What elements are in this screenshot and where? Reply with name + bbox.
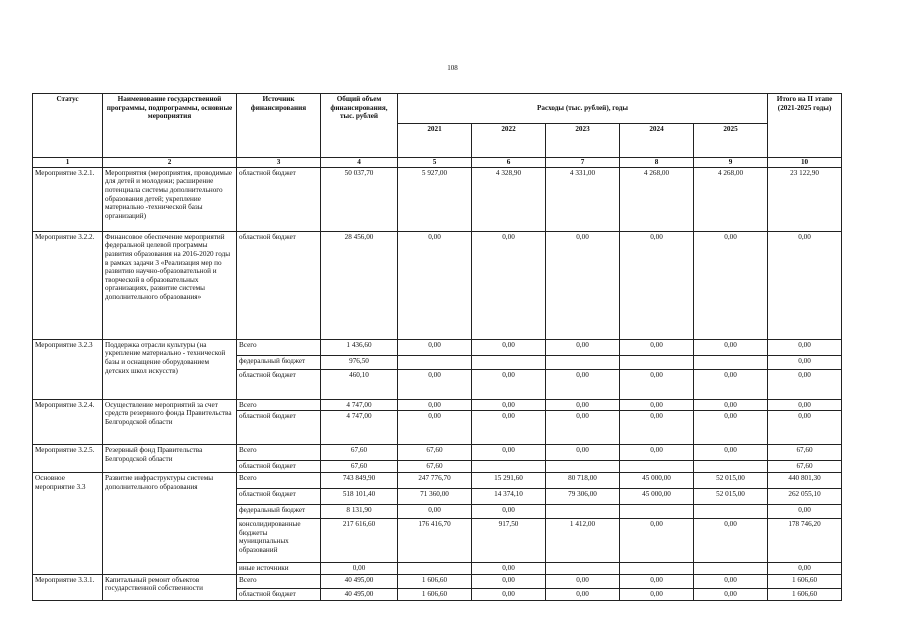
value-y2023 — [546, 355, 620, 369]
value-y2024 — [620, 504, 694, 518]
row-status: Основное мероприятие 3.3 — [33, 472, 103, 574]
value-total: 0,00 — [321, 562, 398, 574]
value-y2025: 0,00 — [694, 231, 768, 339]
value-y2021 — [398, 355, 472, 369]
row-source: Всего — [237, 574, 321, 588]
value-y2024: 45 000,00 — [620, 472, 694, 488]
row-source: Всего — [237, 445, 321, 461]
value-y2025: 52 015,00 — [694, 488, 768, 504]
value-y2024: 4 268,00 — [620, 167, 694, 231]
column-number: 10 — [768, 158, 842, 168]
header-total: Общий объем финансирования, тыс. рублей — [321, 94, 398, 158]
column-number: 1 — [33, 158, 103, 168]
value-y2022: 0,00 — [472, 562, 546, 574]
value-total: 518 101,40 — [321, 488, 398, 504]
table-row — [33, 339, 842, 355]
value-y2024: 0,00 — [620, 231, 694, 339]
value-y2022: 0,00 — [472, 504, 546, 518]
row-name: Поддержка отрасли культуры (на укрепление материально - технической базы и оснащение оборудованием детских школ искусств) — [103, 339, 237, 399]
value-y2024: 45 000,00 — [620, 488, 694, 504]
row-name: Капитальный ремонт объектов государственной собственности — [103, 574, 237, 600]
column-number: 8 — [620, 158, 694, 168]
value-stage: 0,00 — [768, 231, 842, 339]
row-status: Мероприятие 3.2.2. — [33, 231, 103, 339]
value-stage: 67,60 — [768, 445, 842, 461]
value-y2023: 0,00 — [546, 399, 620, 411]
value-y2021: 0,00 — [398, 339, 472, 355]
value-y2025: 0,00 — [694, 399, 768, 411]
header-stage-total: Итого на II этапе (2021-2025 годы) — [768, 94, 842, 158]
value-y2025 — [694, 562, 768, 574]
value-y2021: 67,60 — [398, 445, 472, 461]
value-y2022: 0,00 — [472, 231, 546, 339]
value-y2022: 917,50 — [472, 518, 546, 562]
value-total: 40 495,00 — [321, 574, 398, 588]
value-y2022: 4 328,90 — [472, 167, 546, 231]
value-stage: 178 746,20 — [768, 518, 842, 562]
value-y2021: 0,00 — [398, 504, 472, 518]
value-y2025: 0,00 — [694, 411, 768, 445]
row-name: Мероприятия (мероприятия, проводимые для детей и молодежи; расширение потенциала системы дополнительного образования детей; укрепление материально -технической базы организаций) — [103, 167, 237, 231]
value-stage: 1 606,60 — [768, 588, 842, 600]
value-y2021: 0,00 — [398, 231, 472, 339]
value-total: 28 456,00 — [321, 231, 398, 339]
value-y2021: 1 606,60 — [398, 588, 472, 600]
value-y2023: 0,00 — [546, 369, 620, 399]
value-y2023: 0,00 — [546, 411, 620, 445]
row-source: Всего — [237, 472, 321, 488]
value-y2024 — [620, 461, 694, 473]
value-y2023: 80 718,00 — [546, 472, 620, 488]
row-source: федеральный бюджет — [237, 504, 321, 518]
header-expenses: Расходы (тыс. рублей), годы — [398, 94, 768, 124]
value-stage: 23 122,90 — [768, 167, 842, 231]
value-y2025: 0,00 — [694, 574, 768, 588]
value-total: 67,60 — [321, 445, 398, 461]
value-y2023: 0,00 — [546, 339, 620, 355]
value-y2021: 0,00 — [398, 369, 472, 399]
value-y2021: 1 606,60 — [398, 574, 472, 588]
row-source: федеральный бюджет — [237, 355, 321, 369]
value-y2022: 15 291,60 — [472, 472, 546, 488]
value-y2025: 0,00 — [694, 445, 768, 461]
value-y2025: 52 015,00 — [694, 472, 768, 488]
value-stage: 1 606,60 — [768, 574, 842, 588]
value-y2025: 0,00 — [694, 369, 768, 399]
value-total: 976,50 — [321, 355, 398, 369]
value-y2023: 0,00 — [546, 445, 620, 461]
row-name: Резервный фонд Правительства Белгородской области — [103, 445, 237, 473]
row-source: консолидированные бюджеты муниципальных образований — [237, 518, 321, 562]
value-y2024 — [620, 562, 694, 574]
header-name: Наименование государственной программы, подпрограммы, основные мероприятия — [103, 94, 237, 158]
value-y2022: 0,00 — [472, 574, 546, 588]
value-y2024: 0,00 — [620, 518, 694, 562]
value-stage: 0,00 — [768, 504, 842, 518]
value-y2025: 4 268,00 — [694, 167, 768, 231]
table-row — [33, 167, 842, 231]
value-stage: 0,00 — [768, 369, 842, 399]
value-y2021 — [398, 562, 472, 574]
value-y2021: 0,00 — [398, 411, 472, 445]
value-stage: 0,00 — [768, 355, 842, 369]
row-status: Мероприятие 3.3.1. — [33, 574, 103, 600]
row-status: Мероприятие 3.2.4. — [33, 399, 103, 445]
value-total: 217 616,60 — [321, 518, 398, 562]
value-y2021: 0,00 — [398, 399, 472, 411]
value-y2022: 0,00 — [472, 369, 546, 399]
value-stage: 0,00 — [768, 339, 842, 355]
value-total: 743 849,90 — [321, 472, 398, 488]
value-y2021: 71 360,00 — [398, 488, 472, 504]
row-source: областной бюджет — [237, 167, 321, 231]
header-year: 2022 — [472, 124, 546, 158]
header-status: Статус — [33, 94, 103, 158]
row-name: Осуществление мероприятий за счет средств резервного фонда Правительства Белгородской области — [103, 399, 237, 445]
value-total: 67,60 — [321, 461, 398, 473]
column-number: 4 — [321, 158, 398, 168]
value-y2024: 0,00 — [620, 399, 694, 411]
value-y2024: 0,00 — [620, 369, 694, 399]
value-y2021: 5 927,00 — [398, 167, 472, 231]
value-total: 1 436,60 — [321, 339, 398, 355]
value-stage: 440 801,30 — [768, 472, 842, 488]
value-y2023: 0,00 — [546, 231, 620, 339]
value-total: 40 495,00 — [321, 588, 398, 600]
row-source: Всего — [237, 339, 321, 355]
value-y2025 — [694, 461, 768, 473]
column-number: 5 — [398, 158, 472, 168]
row-source: областной бюджет — [237, 411, 321, 445]
value-total: 8 131,90 — [321, 504, 398, 518]
column-number: 7 — [546, 158, 620, 168]
value-y2024: 0,00 — [620, 445, 694, 461]
table-row — [33, 445, 842, 461]
value-y2022: 0,00 — [472, 339, 546, 355]
value-total: 460,10 — [321, 369, 398, 399]
value-y2021: 176 416,70 — [398, 518, 472, 562]
column-numbers-row — [33, 158, 842, 168]
value-total: 4 747,00 — [321, 399, 398, 411]
column-number: 2 — [103, 158, 237, 168]
value-y2024 — [620, 355, 694, 369]
row-status: Мероприятие 3.2.3 — [33, 339, 103, 399]
value-y2023 — [546, 562, 620, 574]
value-stage: 0,00 — [768, 562, 842, 574]
row-source: областной бюджет — [237, 461, 321, 473]
row-source: иные источники — [237, 562, 321, 574]
row-status: Мероприятие 3.2.5. — [33, 445, 103, 473]
value-y2023: 0,00 — [546, 574, 620, 588]
value-stage: 262 055,10 — [768, 488, 842, 504]
value-y2023: 4 331,00 — [546, 167, 620, 231]
row-source: областной бюджет — [237, 231, 321, 339]
column-number: 6 — [472, 158, 546, 168]
value-y2022: 0,00 — [472, 588, 546, 600]
row-source: областной бюджет — [237, 488, 321, 504]
value-y2022 — [472, 461, 546, 473]
value-total: 4 747,00 — [321, 411, 398, 445]
value-y2021: 247 776,70 — [398, 472, 472, 488]
row-name: Развитие инфраструктуры системы дополнительного образования — [103, 472, 237, 574]
value-y2021: 67,60 — [398, 461, 472, 473]
row-source: областной бюджет — [237, 588, 321, 600]
value-y2023 — [546, 461, 620, 473]
value-y2023: 79 306,00 — [546, 488, 620, 504]
column-number: 9 — [694, 158, 768, 168]
table-body — [33, 167, 842, 600]
table-row — [33, 399, 842, 411]
value-y2024: 0,00 — [620, 411, 694, 445]
value-y2025: 0,00 — [694, 518, 768, 562]
value-y2023 — [546, 504, 620, 518]
column-number: 3 — [237, 158, 321, 168]
table-row — [33, 472, 842, 488]
value-y2023: 1 412,00 — [546, 518, 620, 562]
value-stage: 0,00 — [768, 411, 842, 445]
financing-table — [32, 93, 842, 601]
value-stage: 67,60 — [768, 461, 842, 473]
header-year: 2021 — [398, 124, 472, 158]
header-year: 2024 — [620, 124, 694, 158]
row-status: Мероприятие 3.2.1. — [33, 167, 103, 231]
value-y2022 — [472, 355, 546, 369]
value-y2024: 0,00 — [620, 574, 694, 588]
header-year: 2025 — [694, 124, 768, 158]
header-source: Источник финансирования — [237, 94, 321, 158]
value-y2025: 0,00 — [694, 588, 768, 600]
value-stage: 0,00 — [768, 399, 842, 411]
row-source: Всего — [237, 399, 321, 411]
table-row — [33, 231, 842, 339]
value-y2022: 0,00 — [472, 399, 546, 411]
value-y2022: 14 374,10 — [472, 488, 546, 504]
value-y2025 — [694, 355, 768, 369]
header-year: 2023 — [546, 124, 620, 158]
value-y2024: 0,00 — [620, 339, 694, 355]
row-source: областной бюджет — [237, 369, 321, 399]
value-y2022: 0,00 — [472, 411, 546, 445]
table-row — [33, 574, 842, 588]
value-y2022: 0,00 — [472, 445, 546, 461]
row-name: Финансовое обеспечение мероприятий федеральной целевой программы развития образования на 2016-2020 годы в рамках задачи 3 «Реализация мер по развитию научно-образовательной и творческой в образовательных организациях, развитие системы дополнительного образования» — [103, 231, 237, 339]
value-total: 50 037,70 — [321, 167, 398, 231]
page-number: 108 — [447, 64, 458, 72]
value-y2025 — [694, 504, 768, 518]
value-y2023: 0,00 — [546, 588, 620, 600]
value-y2024: 0,00 — [620, 588, 694, 600]
value-y2025: 0,00 — [694, 339, 768, 355]
